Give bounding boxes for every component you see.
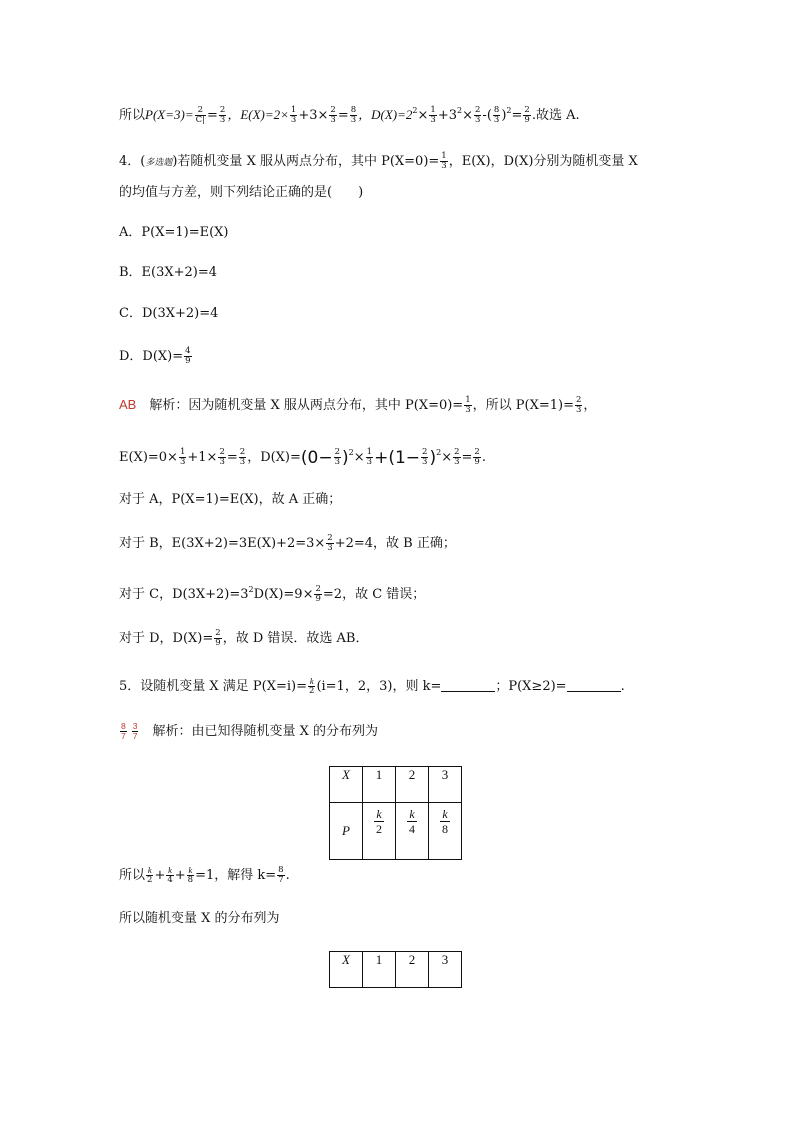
table-cell: 3 (429, 952, 462, 988)
table-cell: 1 (363, 952, 396, 988)
text: -( (482, 108, 492, 123)
table-cell: 2 (396, 767, 429, 803)
text: = (511, 108, 523, 123)
q4-option-a: A．P(X=1)=E(X) (119, 225, 229, 240)
text: )若随机变量 X 服从两点分布，其中 P(X=0)= (172, 154, 440, 169)
text: = (206, 108, 218, 123)
text: (i=1，2，3)，则 k= (316, 679, 442, 694)
fraction: $\frac{2}{3}$ (334, 447, 341, 467)
fraction: $\frac{1}{3}$ (366, 447, 373, 467)
table-row (330, 803, 462, 860)
fraction: $\frac{8}{3}$ (350, 105, 357, 125)
sol4-line-2 (119, 444, 486, 467)
answer-fraction: $\frac{3}{7}$ (132, 721, 138, 741)
fraction: $\frac{2}{9}$ (315, 584, 321, 604)
sol4-line-1 (119, 396, 596, 415)
text: × (417, 108, 429, 123)
superscript: 2 (412, 106, 418, 115)
fraction: $\frac{2}{3}$ (575, 395, 582, 415)
text: = (337, 108, 349, 123)
fraction: $\frac{k}{4}$ (409, 807, 415, 836)
sol5-line-2 (119, 866, 290, 885)
prev-solution-line (119, 102, 580, 125)
paren-expr: +(1− (374, 448, 421, 468)
q4-stem-line-2: 的均值与方差，则下列结论正确的是( ) (119, 185, 364, 200)
sol4-line-4 (119, 534, 456, 553)
text: ；P(X≥2)= (495, 679, 567, 694)
text: D(X)=9× (253, 587, 314, 602)
paren-expr: (0− (300, 448, 333, 468)
fraction: $\frac{2}{9}$ (474, 447, 480, 467)
fraction: $\frac{k}{2}$ (376, 807, 382, 836)
text: +2=4，故 B 正确； (334, 536, 456, 551)
text: 解析：因为随机变量 X 服从两点分布，其中 P(X=0)= (136, 398, 464, 413)
fraction: $\frac{2}{C|}$ (195, 105, 205, 125)
superscript: 2 (436, 448, 442, 457)
fraction: $\frac{k}{8}$ (442, 807, 448, 836)
text: P(X=3)= (145, 107, 194, 122)
text: ，D(X)=2 (358, 107, 413, 122)
table-cell (396, 803, 429, 860)
text: ， (583, 398, 597, 413)
fraction: $\frac{2}{3}$ (219, 447, 225, 467)
answer-fraction: $\frac{8}{7}$ (121, 721, 126, 741)
fraction: $\frac{2}{3}$ (219, 105, 226, 125)
text: + (154, 868, 166, 883)
sol5-line-3: 所以随机变量 X 的分布列为 (119, 911, 280, 926)
table-cell: 2 (396, 952, 429, 988)
text: 对于 D，D(X)= (119, 631, 214, 646)
text: 所以 (119, 108, 146, 123)
fraction: $\frac{2}{9}$ (524, 105, 530, 125)
table-row (330, 952, 462, 988)
text: ，E(X)=2× (227, 107, 289, 122)
superscript: 2 (457, 106, 463, 115)
text: × (462, 108, 473, 123)
fraction: $\frac{k}{8}$ (187, 865, 194, 885)
distribution-table-2 (329, 951, 462, 988)
text: 5．设随机变量 X 满足 P(X=i)= (119, 679, 308, 694)
answer-label: AB (119, 397, 137, 412)
text: +1× (187, 450, 218, 465)
table-cell: X (330, 767, 363, 803)
sol4-line-6 (119, 629, 368, 648)
table-cell: 1 (363, 767, 396, 803)
text: 对于 C，D(3X+2)=3 (119, 587, 249, 602)
text: × (353, 450, 365, 465)
fraction: $\frac{2}{9}$ (215, 628, 221, 648)
fraction: $\frac{2}{3}$ (239, 447, 246, 467)
table-cell: P (330, 803, 363, 860)
q4-stem-line-1 (119, 152, 638, 172)
text: 对于 B，E(3X+2)=3E(X)+2=3× (119, 536, 326, 551)
sol4-line-5 (119, 581, 425, 604)
text: ，所以 P(X=1)= (472, 398, 574, 413)
text: = (461, 450, 473, 465)
text: × (441, 450, 453, 465)
q5-stem (119, 677, 625, 696)
fraction: $\frac{4}{9}$ (185, 346, 191, 366)
fraction: $\frac{1}{3}$ (465, 395, 471, 415)
text: ) (501, 108, 507, 123)
fraction: $\frac{1}{3}$ (290, 105, 297, 125)
superscript: 2 (348, 448, 354, 457)
fraction: $\frac{1}{3}$ (441, 151, 447, 171)
paren: ) (429, 448, 437, 468)
text: . (285, 868, 290, 883)
text: ，故 D 错误．故选 AB． (222, 631, 369, 646)
text: 解析：由已知得随机变量 X 的分布列为 (139, 724, 378, 739)
text: ，D(X)= (247, 450, 301, 465)
q4-option-d (119, 347, 193, 366)
question-number: 4．( (119, 154, 146, 169)
text: D．D(X)= (119, 349, 184, 364)
text: . (620, 679, 625, 694)
fraction: $\frac{8}{7}$ (278, 865, 284, 885)
fraction: $\frac{2}{3}$ (454, 447, 460, 467)
text: =2，故 C 错误； (322, 587, 426, 602)
q4-option-b: B．E(3X+2)=4 (119, 265, 218, 280)
text: + (174, 868, 186, 883)
fraction: $\frac{1}{3}$ (430, 105, 436, 125)
answer-blank-k[interactable] (441, 679, 495, 692)
paren: ) (342, 448, 349, 468)
fraction: $\frac{1}{3}$ (179, 447, 186, 467)
text: 所以 (119, 868, 146, 883)
text: E(X)=0× (119, 450, 178, 465)
table-row (330, 767, 462, 803)
fraction: $\frac{8}{3}$ (493, 105, 500, 125)
table-cell: 3 (429, 767, 462, 803)
text: +3 (437, 108, 457, 123)
distribution-table-1 (329, 766, 462, 860)
question-tag: 多选题 (145, 158, 173, 168)
fraction: $\frac{2}{3}$ (422, 447, 428, 467)
table-cell: X (330, 952, 363, 988)
superscript: 2 (506, 106, 512, 115)
text: +3× (298, 108, 329, 123)
fraction: $\frac{k}{4}$ (167, 865, 173, 885)
fraction: $\frac{k}{2}$ (147, 865, 153, 885)
answer-blank-prob[interactable] (567, 679, 621, 692)
text: ，E(X)，D(X)分别为随机变量 X (448, 154, 638, 169)
fraction: $\frac{k}{2}$ (309, 676, 315, 696)
table-cell (429, 803, 462, 860)
fraction: $\frac{2}{3}$ (327, 533, 333, 553)
text: .故选 A. (531, 108, 580, 123)
sol5-line-1 (119, 722, 378, 741)
fraction: $\frac{2}{3}$ (330, 105, 336, 125)
fraction: $\frac{2}{3}$ (475, 105, 481, 125)
text: . (481, 450, 486, 465)
table-cell (363, 803, 396, 860)
text: = (226, 450, 238, 465)
sol4-line-3: 对于 A，P(X=1)=E(X)，故 A 正确； (119, 492, 342, 507)
superscript: 2 (248, 585, 254, 594)
text: =1，解得 k= (195, 868, 277, 883)
q4-option-c: C．D(3X+2)=4 (119, 306, 219, 321)
